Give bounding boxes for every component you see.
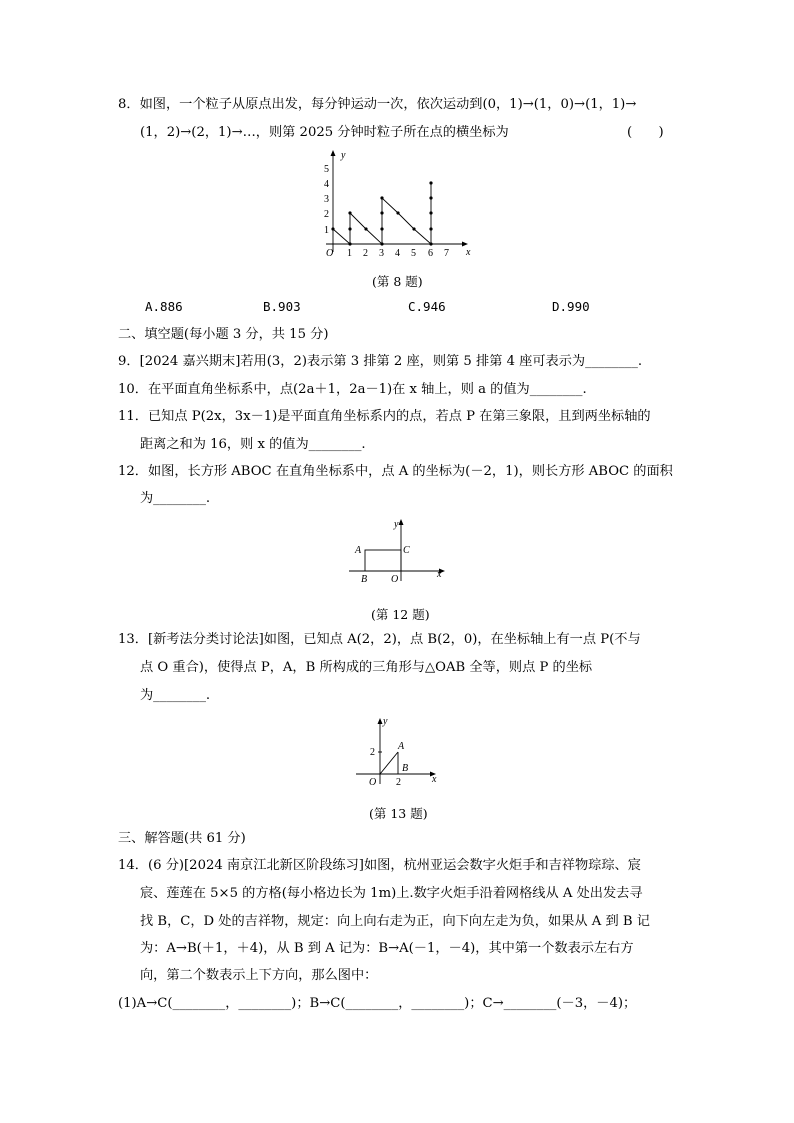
q8-x-tick-1: 1 (347, 248, 352, 259)
q14-line-2: 宸、莲莲在 5×5 的方格(每小格边长为 1m)上.数字火炬手沿着网格线从 A 处出发去寻 (140, 886, 643, 901)
q12-label-a: A (355, 545, 362, 556)
q8-y-tick-2: 2 (324, 209, 329, 220)
q8-option-b: B.903 (263, 299, 301, 314)
q8-x-tick-3: 3 (379, 248, 384, 259)
q12-line-1: 12．如图，长方形 ABOC 在直角坐标系中，点 A 的坐标为(－2，1)，则长方形 ABOC 的面积 (118, 464, 673, 479)
q14-line-4: 为：A→B(＋1，＋4)，从 B 到 A 记为：B→A(－1，－4)，其中第一个数表示左右方 (140, 941, 634, 956)
q8-answer-paren: ( ) (627, 125, 664, 140)
q13-label-a: A (398, 741, 405, 752)
q12-caption: (第 12 题) (371, 607, 430, 622)
q12-rectangle (365, 550, 401, 571)
q13-tick-y-label: 2 (370, 747, 375, 758)
q8-option-d: D.990 (552, 299, 590, 314)
q8-x-tick-4: 4 (395, 248, 400, 259)
q13-line-3: 为________. (140, 688, 211, 703)
q12-figure (345, 515, 455, 585)
q11-line-2: 距离之和为 16，则 x 的值为________. (140, 437, 366, 452)
q8-x-label: x (466, 247, 471, 258)
q12-label-x: x (437, 569, 442, 580)
q14-line-1: 14．(6 分)[2024 南京江北新区阶段练习]如图，杭州亚运会数字火炬手和吉祥物琮琮、宸 (118, 858, 641, 873)
q13-tick-x-label: 2 (396, 777, 401, 788)
q8-x-tick-6: 6 (428, 248, 433, 259)
q8-y-tick-1: 1 (324, 225, 329, 236)
q8-x-tick-7: 7 (444, 248, 449, 259)
q8-y-tick-5: 5 (324, 164, 329, 175)
q12-label-b: B (361, 574, 368, 585)
q13-segment-oa (380, 752, 398, 774)
q13-figure (350, 712, 450, 792)
q10-text: 10．在平面直角坐标系中，点(2a＋1，2a－1)在 x 轴上，则 a 的值为________. (118, 382, 587, 397)
q12-label-o: O (391, 574, 399, 585)
q13-label-o: O (369, 777, 377, 788)
q8-origin-label: O (326, 248, 334, 259)
q8-x-tick-2: 2 (363, 248, 368, 259)
q13-caption: (第 13 题) (369, 806, 428, 821)
q8-y-tick-3: 3 (324, 194, 329, 205)
q8-x-tick-5: 5 (411, 248, 416, 259)
section-3-title: 三、解答题(共 61 分) (118, 831, 246, 846)
q14-line-5: 向，第二个数表示上下方向，那么图中： (140, 968, 378, 983)
q12-label-c: C (403, 545, 410, 556)
q8-option-a: A.886 (145, 299, 183, 314)
q13-label-y: y (383, 716, 388, 727)
q14-line-3: 找 B，C，D 处的吉祥物，规定：向上向右走为正，向下向左走为负，如果从 A 到 B 记 (140, 914, 650, 929)
q12-label-y: y (394, 519, 399, 530)
q8-y-tick-4: 4 (324, 179, 329, 190)
q12-line-2: 为________. (140, 491, 211, 506)
q13-label-b: B (402, 763, 409, 774)
q11-line-1: 11．已知点 P(2x，3x－1)是平面直角坐标系内的点，若点 P 在第三象限，且到两坐标轴的 (118, 409, 651, 424)
q8-line-1: 8．如图，一个粒子从原点出发，每分钟运动一次，依次运动到(0，1)→(1，0)→(1，1)→ (118, 97, 637, 112)
q8-caption: (第 8 题) (372, 274, 423, 289)
q9-text: 9．[2024 嘉兴期末]若用(3，2)表示第 3 排第 2 座，则第 5 排第 4 座可表示为________. (118, 354, 643, 369)
q8-option-c: C.946 (408, 299, 446, 314)
q8-y-label: y (341, 150, 346, 161)
q13-line-1: 13．[新考法分类讨论法]如图，已知点 A(2，2)，点 B(2，0)，在坐标轴上有一点 P(不与 (118, 632, 641, 647)
q13-label-x: x (432, 774, 437, 785)
q14-line-6: (1)A→C(________，________)；B→C(________，________)；C→________(－3，－4)； (118, 996, 637, 1011)
q8-line-2: (1，2)→(2，1)→…，则第 2025 分钟时粒子所在点的横坐标为 (140, 125, 509, 140)
q8-figure (318, 150, 478, 260)
section-2-title: 二、填空题(每小题 3 分，共 15 分) (118, 327, 329, 342)
q13-line-2: 点 O 重合)，使得点 P，A，B 所构成的三角形与△OAB 全等，则点 P 的坐标 (140, 660, 593, 675)
